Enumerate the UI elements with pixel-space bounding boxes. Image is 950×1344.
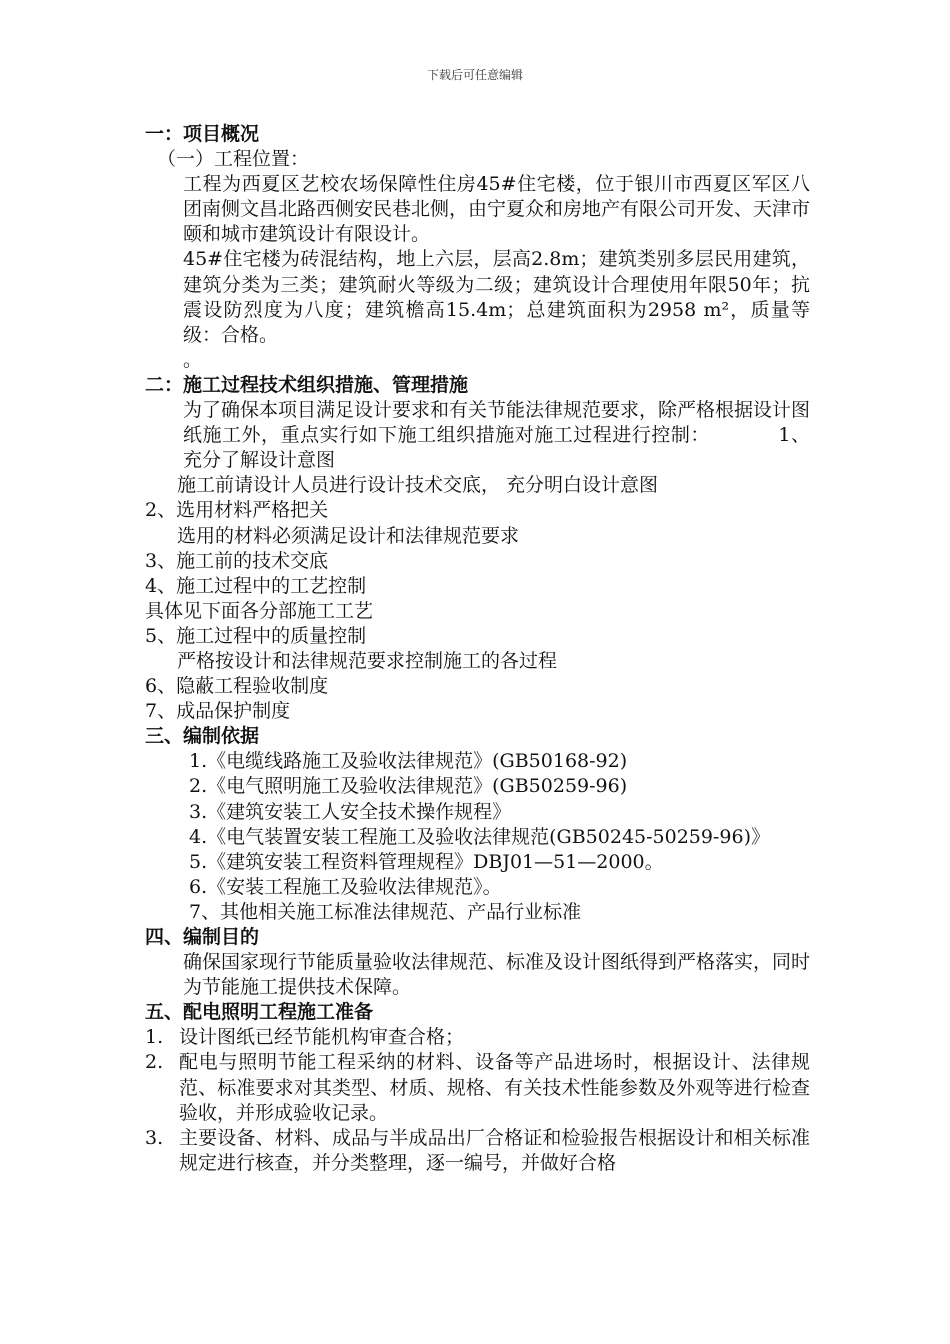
list-item-text: 设计图纸已经节能机构审查合格； [179,1026,465,1049]
reference-item: 7、其他相关施工标准法律规范、产品行业标准 [189,900,582,923]
page-header: 下载后可任意编辑 [426,68,523,82]
section-2-line: 选用的材料必须满足设计和法律规范要求 [177,524,520,547]
section-2-line: 具体见下面各分部施工工艺 [145,599,374,622]
section-1-paragraph-1: 工程为西夏区艺校农场保障性住房45#住宅楼，位于银川市西夏区军区八团南侧文昌北路西侧安民巷北侧，由宁夏众和房地产有限公司开发、天津市颐和城市建筑设计有限设计。 [183,173,811,246]
reference-item: 5.《建筑安装工程资料管理规程》DBJ01—51—2000。 [189,850,664,873]
section-2-line: 4、施工过程中的工艺控制 [145,574,367,597]
section-2-title: 二：施工过程技术组织措施、管理措施 [145,373,469,396]
section-2-intro: 为了确保本项目满足设计要求和有关节能法律规范要求，除严格根据设计图纸施工外，重点实行如下施工组织措施对施工过程进行控制： 1、充分了解设计意图 [183,399,811,472]
section-2-line: 7、成品保护制度 [145,700,291,723]
section-2-line: 2、选用材料严格把关 [145,499,329,522]
section-1-sub: （一）工程位置： [157,148,310,171]
section-2-line: 严格按设计和法律规范要求控制施工的各过程 [177,649,558,672]
section-2-line: 3、施工前的技术交底 [145,549,329,572]
list-item [145,1050,810,1125]
section-1-paragraph-2: 45#住宅楼为砖混结构，地上六层，层高2.8m；建筑类别多层民用建筑，建筑分类为三类；建筑耐火等级为二级；建筑设计合理使用年限50年；抗震设防烈度为八度；建筑檐高15.4m；总建筑面积为2958 m²，质量等级：合格。 [183,248,810,346]
section-2-line: 6、隐蔽工程验收制度 [145,675,329,698]
section-3-title: 三、编制依据 [145,725,260,748]
section-4-title: 四、编制目的 [145,926,260,948]
section-4-paragraph: 确保国家现行节能质量验收法律规范、标准及设计图纸得到严格落实，同时为节能施工提供技术保障。 [183,951,811,999]
list-item [145,1025,810,1050]
section-1-title: 一：项目概况 [145,123,260,145]
reference-item: 3.《建筑安装工人安全技术操作规程》 [189,800,512,823]
section-2-line: 5、施工过程中的质量控制 [145,624,367,647]
reference-item: 1.《电缆线路施工及验收法律规范》(GB50168-92) [189,750,628,773]
reference-item: 4.《电气装置安装工程施工及验收法律规范(GB50245-50259-96)》 [189,825,770,848]
list-item-number: 2. [145,1051,164,1074]
section-5-title: 五、配电照明工程施工准备 [145,1001,374,1024]
list-item [145,1126,810,1176]
document-body [145,122,810,1176]
reference-item: 2.《电气照明施工及验收法律规范》(GB50259-96) [189,775,628,798]
list-item-number: 1. [145,1026,164,1049]
list-item-number: 3. [145,1126,164,1149]
reference-item: 6.《安装工程施工及验收法律规范》。 [189,875,502,898]
section-2-line: 施工前请设计人员进行设计技术交底， 充分明白设计意图 [177,474,659,497]
list-item-text: 配电与照明节能工程采纳的材料、设备等产品进场时，根据设计、法律规范、标准要求对其类型、材质、规格、有关技术性能参数及外观等进行检查验收，并形成验收记录。 [179,1051,810,1124]
list-item-text: 主要设备、材料、成品与半成品出厂合格证和检验报告根据设计和相关标准规定进行核查，并分类整理，逐一编号，并做好合格 [179,1126,810,1174]
section-1-paragraph-3: 。 [183,348,203,371]
